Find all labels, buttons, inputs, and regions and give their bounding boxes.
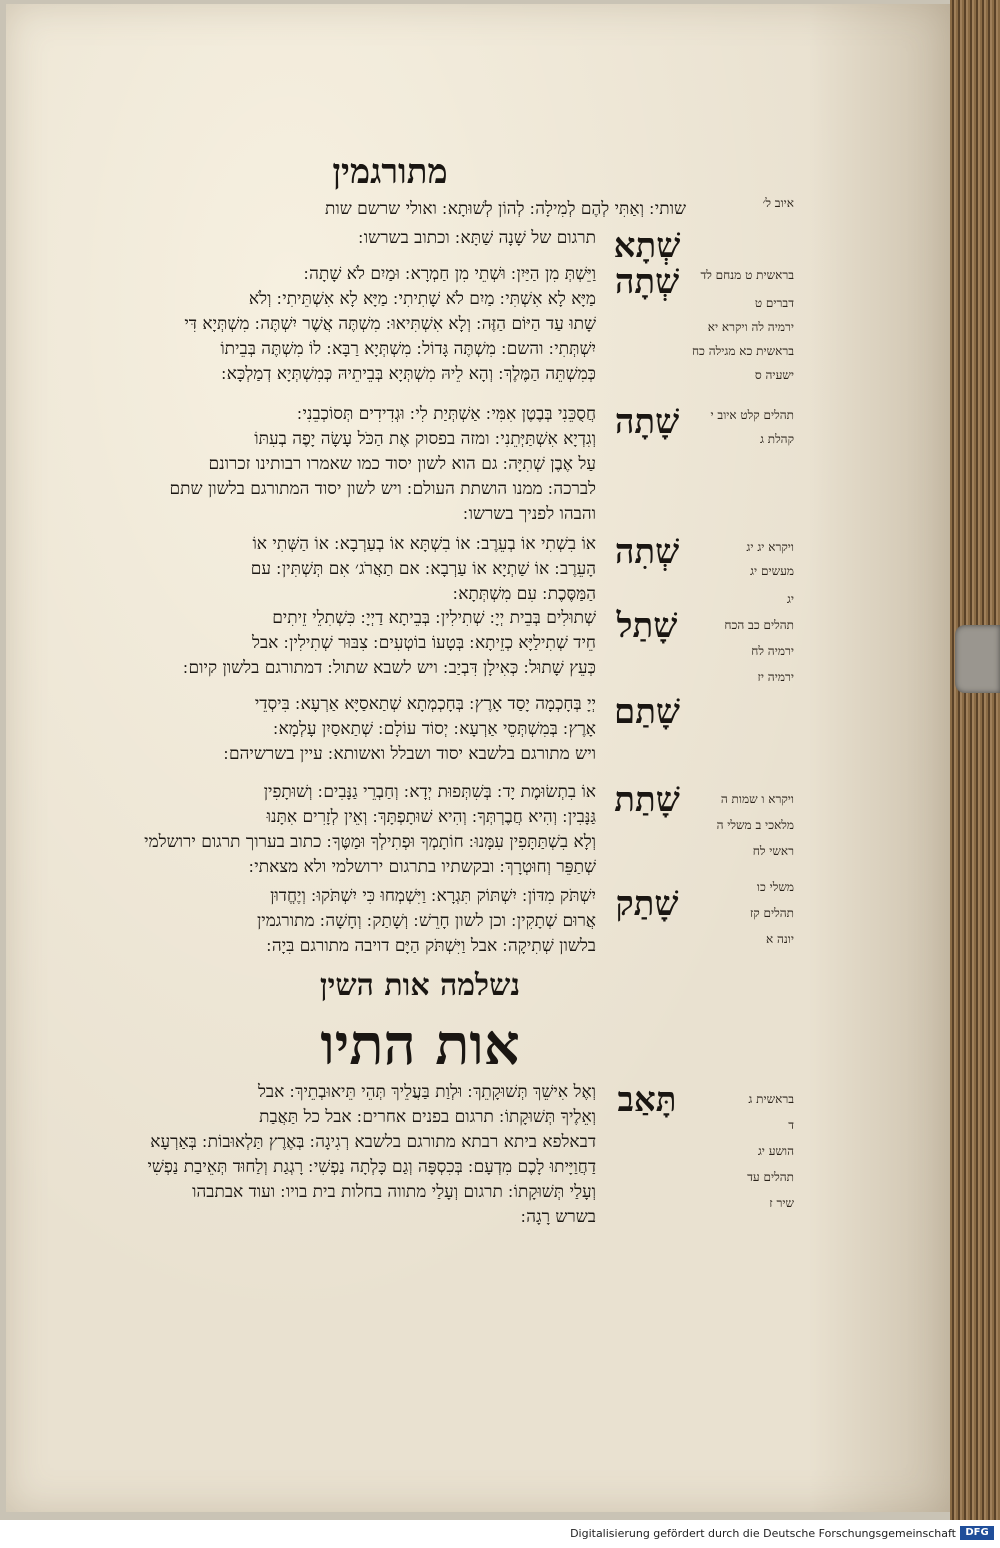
margin-reference: ירמיה לה ויקרא יא [707, 320, 794, 334]
entry-headword: שְׁתִה [614, 532, 680, 572]
margin-reference: תהלים עד [747, 1170, 794, 1184]
dictionary-entry [92, 780, 692, 880]
entry-line: וְלָא בִשְׁתַּתָּפִין עִמָּנוּ ׃ חוֹתָמְךָ וּפְתִילְךָ וּמַטֶּךָ ׃ כתוב בערוך תרגום ירושלמי [144, 832, 596, 852]
entry-body [92, 1080, 596, 1230]
entry-line: הַמַּסֶּכֶת ׃ עִם מִשְׁתְּתָא ׃ [452, 584, 596, 604]
entry-line: ויש מתורגם בלשבא יסוד ושבלל ואשותא ׃ עיין בשרשיהם ׃ [223, 744, 596, 764]
entry-body [92, 884, 596, 959]
entry-line: חֵיד שְׁתִילַיָּא כְזֵיתָא ׃ בְּטָעוֹ בוֹטְעִים ׃ צִבּוּר שְׁתִילִין ׃ אבל [252, 633, 596, 653]
entry-line: וְאֵלֶיךָ תְּשׁוּקָתוֹ ׃ תרגום בפנים אחרים ׃ אבל כל תַּאֲבַת [259, 1107, 596, 1127]
entry-line: תרגום של שָׁנָה שַׁתָּא ׃ וכתוב בשרשו ׃ [358, 228, 596, 248]
dictionary-entry [92, 692, 692, 767]
entry-line: יִשְׁתֹּק מִדּוֹן ׃ יִשְׁתּוֹק תִּגְרָא ׃ וַיִּשְׁמְחוּ כִּי יִשְׁתֹּקוּ ׃ וְיֶחֱדוּן [270, 886, 596, 906]
dictionary-entry [92, 226, 692, 266]
entry-body [92, 606, 596, 681]
section-title: נשלמה אות השין [319, 968, 521, 1003]
margin-reference: מעשים יג [750, 564, 794, 578]
dictionary-entry [92, 884, 692, 959]
margin-reference: בראשית ט מנחם לד [700, 268, 794, 282]
entry-headword: שָׁתַם [613, 692, 681, 732]
entry-body [92, 262, 596, 387]
margin-reference: תהלים קלט איוב י [710, 408, 794, 422]
intro-line: שותי ׃ וְאַתִּי לְהֶם לְמִילָה ׃ לְהוֹן לְשׁוּתָא ׃ ואולי שרשם שות [324, 199, 686, 219]
dictionary-entry [92, 606, 692, 681]
entry-headword: שָׁתַת [614, 780, 680, 820]
entry-headword: שְׁתָא [613, 226, 681, 266]
margin-reference: ד [788, 1118, 794, 1132]
margin-reference: ישעיה ס [754, 368, 794, 382]
margin-reference: מלאכי ב משלי ה [716, 818, 794, 832]
entry-line: גַּנָּבִין ׃ וְהִיא חֲבֶרְתְּךָ ׃ וְהִיא שׁוּתָפְתָּךְ ׃ וְאֵין לְזָרִים אִתָּנוּ [266, 807, 596, 827]
entry-body [92, 532, 596, 607]
entry-line: שְׁתַפֵּר וְחוּטְרָךְ ׃ ובקשתיו בתרגום ירושלמי ולא מצאתי ׃ [248, 857, 596, 877]
entry-line: שָׁתוּ עַד הַיּוֹם הַזֶּה ׃ וְלָא אִשְׁתִּיאוּ ׃ מִשְׁתֶּה אֲשֶׁר יִשְׁתֶּה ׃ מִשְׁתְּיָא דִּי [184, 314, 596, 334]
dictionary-entry [92, 532, 692, 607]
margin-reference: בראשית ג [748, 1092, 794, 1106]
entry-headword: שְׁתָה [614, 262, 680, 302]
entry-body [92, 226, 596, 251]
dfg-logo: DFG [960, 1526, 994, 1540]
entry-body [92, 780, 596, 880]
margin-reference: ראשי לח [752, 844, 794, 858]
entry-line: כְּעֵץ שָׁתוּל ׃ כְּאִילָן דִּבְיַב ׃ ויש לשבא שתול ׃ דמתורגם בלשון קיום ׃ [183, 658, 596, 678]
entry-line: עַל אֶבֶן שְׁתִיָּה ׃ גם הוא לשון יסוד כמו שאמרו רבותינו זכרונם [208, 454, 596, 474]
entry-line: אוֹ בִתְשׂוּמֶת יָד ׃ בְּשִׁתְּפוּת יְדָא ׃ וְחַבְרֵי גַנָּבִים ׃ וְשׁוּתָפִין [263, 782, 596, 802]
margin-reference: הושע יג [757, 1144, 794, 1158]
margin-reference: משלי כו [756, 880, 794, 894]
entry-line: מַיָּא לָא אִשְׁתִּי ׃ מַיִם לֹא שָׁתִיתִי ׃ מַיָּא לָא אִשְׁתֵּיתִי ׃ וְלֹא [248, 289, 596, 309]
entry-line: והבהו לפניך בשרשו ׃ [463, 504, 596, 524]
entry-line: דבאלפא ביתא רבתא מתורגם בלשבא רְגִיגָה ׃ בְּאֶרֶץ תַּלְאוּבוֹת ׃ בְּאַרְעָא [150, 1132, 596, 1152]
margin-reference: בראשית כא מגילה כח [691, 344, 794, 358]
margin-reference: יג [786, 592, 794, 606]
margin-reference: ירמיה יז [757, 670, 794, 684]
entry-line: וְגִדְיָא אִשְׁתַּיְּתֵנִי ׃ ומזה בפסוק אֶת הַכֹּל עָשָׂה יָפֶה בְעִתּוֹ [254, 429, 596, 449]
entry-line: לברכה ׃ ממנו הושתת העולם ׃ ויש לשון יסוד המתורגם בלשון שתם [169, 479, 596, 499]
dictionary-entry [92, 1080, 692, 1230]
entry-body [92, 692, 596, 767]
entry-line: שְׁתוּלִים בְּבֵית יְיָ ׃ שְׁתִילִין ׃ בְּבֵיתָא דַיְיָ ׃ כִּשְׁתִלֵי זֵיתִים [272, 608, 596, 628]
margin-reference: ויקרא ו שמות ה [720, 792, 794, 806]
dictionary-entry [92, 402, 692, 527]
entry-headword: שָׁתָה [614, 402, 680, 442]
margin-reference: יונה א [765, 932, 794, 946]
entry-line: בשרש רָגָה ׃ [520, 1207, 596, 1227]
entry-line: כְּמִשְׁתֵּה הַמֶּלֶךְ ׃ וְהָא לֵיהּ מִשְׁתְּיָא בְּבֵיתֵיהּ כְּמִשְׁתְּיָא דְמַלְכָּא ׃ [221, 364, 596, 384]
margin-reference: תהלים קז [749, 906, 794, 920]
footer-bar [0, 1520, 1000, 1548]
entry-headword: שָׁתַל [616, 606, 678, 646]
entry-line: וַיֵּשְׁתְּ מִן הַיַּיִן ׃ וּשְׁתֵי מִן חַמְרָא ׃ וּמַיִם לֹא שָׁתָה ׃ [303, 264, 596, 284]
margin-reference: ויקרא יג יג [746, 540, 794, 554]
entry-headword: שָׁתַק [615, 884, 679, 924]
entry-line: יִשְׁתְּתִי ׃ והשם ׃ מִשְׁתֶּה גָּדוֹל ׃ מִשְׁתְּיָא רַבָּא ׃ לוֹ מִשְׁתֶּה בְּבֵיתוֹ [220, 339, 596, 359]
margin-reference: איוב ל׳ [762, 196, 794, 210]
book-clasp [955, 625, 1000, 693]
entry-line: הָעֵרֶב ׃ אוֹ שַׁתְיָא אוֹ עַרְבָא ׃ אם תַאֲרֹג׳ אִם תְּשְׁתִּין ׃ עם [250, 559, 596, 579]
entry-line: חֲסֻכֵּנִי בְּבֶטֶן אִמִּי ׃ אַשְׁתְּיַת לִי ׃ וּגְדִידִים תְּסוֹכְבֵנִי ׃ [297, 404, 596, 424]
page-title: מתורגמין [332, 152, 448, 192]
entry-headword: תָּאַב [617, 1080, 677, 1120]
margin-reference: תהלים כב הכח [724, 618, 794, 632]
entry-body [92, 402, 596, 527]
page-edges [950, 0, 1000, 1520]
margin-reference: ירמיה לח [751, 644, 794, 658]
margin-reference: שיר ז [769, 1196, 794, 1210]
entry-line: אוֹ בִשְׁתִי אוֹ בְעֵרֶב ׃ אוֹ בִשְׁתָּא אוֹ בְעַרְבָא ׃ אוֹ הַשְּׁתִי אוֹ [252, 534, 596, 554]
entry-line: וְאֶל אִישֵׁךְ תְּשׁוּקָתֵךְ ׃ וּלְוַת בַּעֲלֵיךְ תְּהֵי תֵּיאוּבְתֵיךְ ׃ אבל [257, 1082, 596, 1102]
big-title: אות התיו [320, 1012, 520, 1078]
entry-line: אָרֶץ ׃ בְּמִשְׁתְּסֵי אַרְעָא ׃ יְסוֹד עוֹלָם ׃ שְׁתַאסַיִן עָלְמָא ׃ [273, 719, 596, 739]
dictionary-entry [92, 262, 692, 387]
entry-line: יְיָ בְּחָכְמָה יָסַד אָרֶץ ׃ בְּחָכְמְתָא שְׁתַאסַיָּא אַרְעָא ׃ בִּיסְדֵי [254, 694, 596, 714]
entry-line: בלשון שְׁתִיקָה ׃ אבל וַיִּשְׁתֹּק הַיָּם דויבה מתורגם בִּיָה ׃ [266, 936, 596, 956]
entry-line: וְעָלַי תְּשׁוּקָתוֹ ׃ תרגום וְעָלַי מתווה בחלות בית בויו ׃ ועוד אבתבהו [192, 1182, 596, 1202]
margin-reference: קהלת ג [759, 432, 794, 446]
entry-line: אֲרוּם שְׁתָקִין ׃ וכן לשון חָרֵשׁ ׃ וְשָׁתַק ׃ וְחָשָׁה ׃ מתורגמין [256, 911, 596, 931]
footer-text: Digitalisierung gefördert durch die Deutsche Forschungsgemeinschaft [570, 1527, 956, 1540]
margin-reference: דברים ט [754, 296, 794, 310]
entry-line: דַחֲוַיָּיתוּ לָכֶם מִדְעָם ׃ בְּכִסְפָּה וְגַם כָּלְתָה נַפְשִׁי ׃ רָגְגַת וְלַחוּד תְּאֵיבַת נַפְשִׁי [147, 1157, 596, 1177]
